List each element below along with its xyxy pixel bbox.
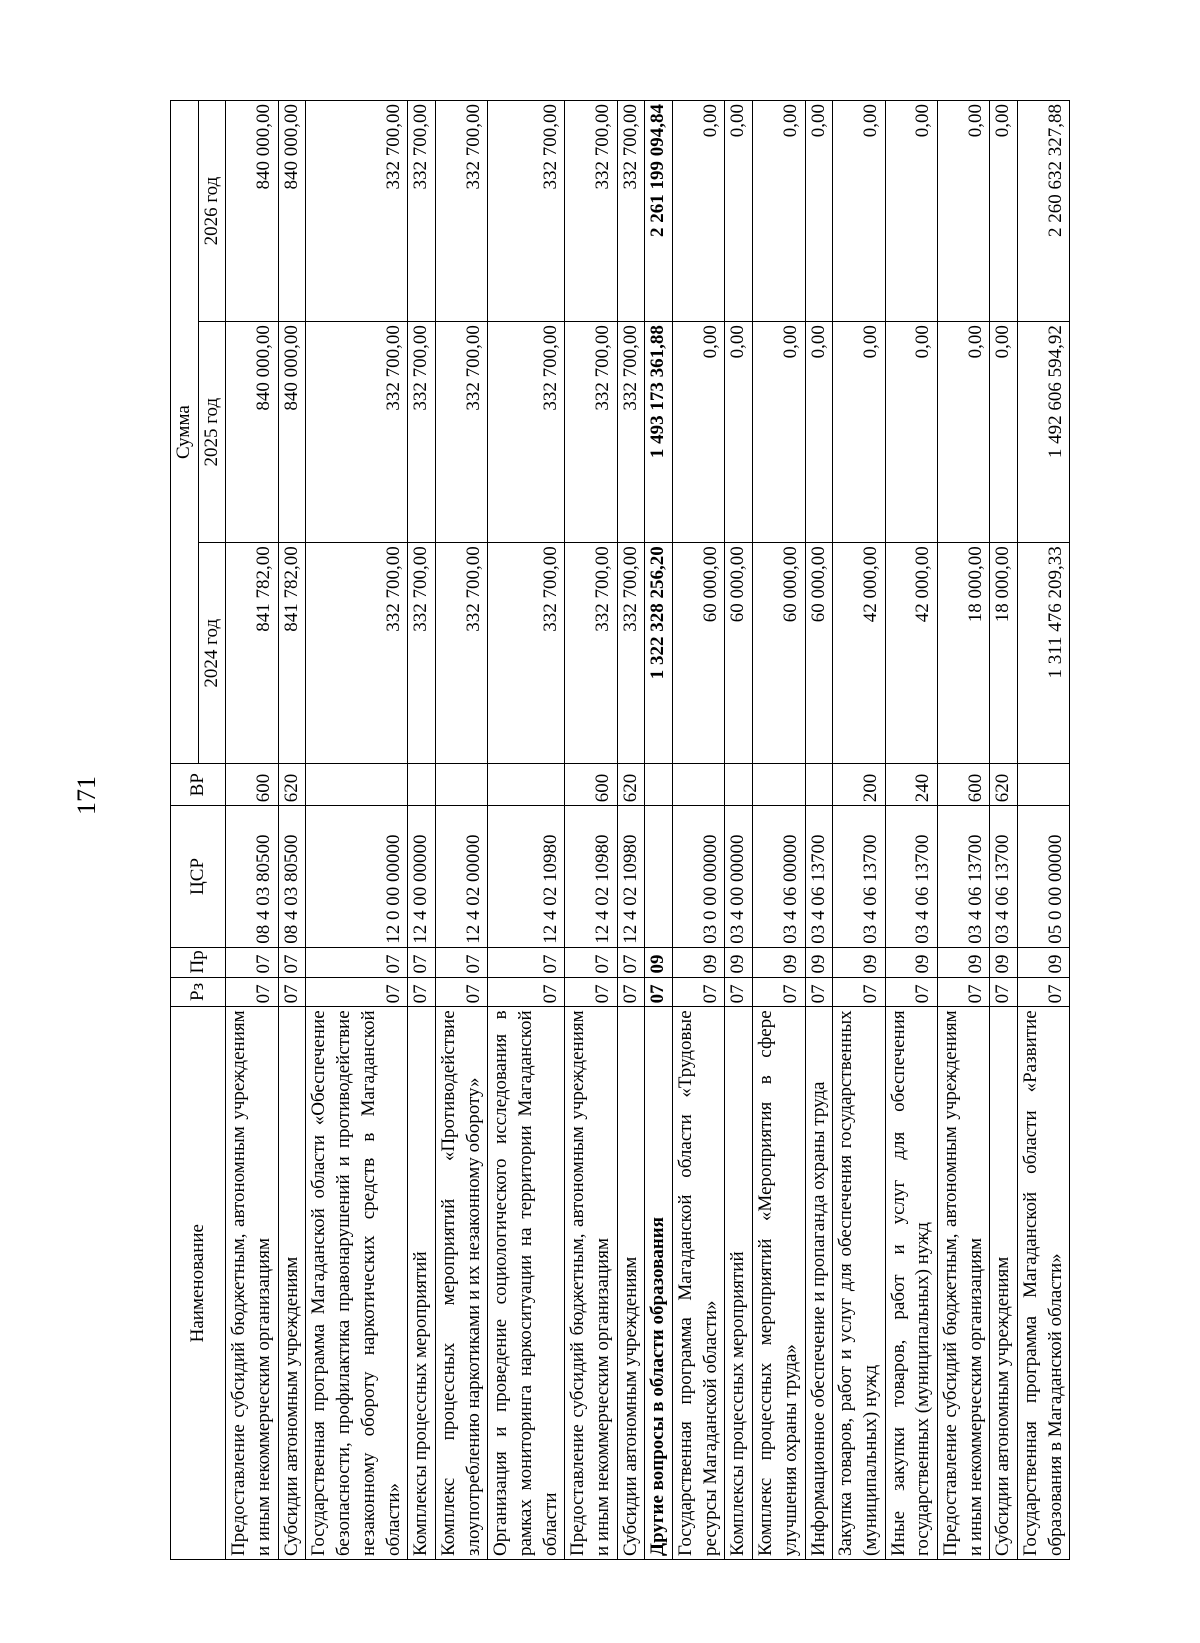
cell-2026: 840 000,00	[278, 101, 306, 322]
cell-name: Государственная программа Магаданской области «Обеспечение безопасности, профилактика правонарушений и противодействие незаконному обороту наркотических средств в Магаданской области»	[306, 1007, 408, 1560]
cell-vr	[408, 764, 436, 806]
cell-name: Комплекс процессных мероприятий «Мероприятия в сфере улучшения охраны труда»	[753, 1007, 805, 1560]
cell-2024: 1 311 476 209,33	[1018, 543, 1070, 764]
table-row	[565, 101, 617, 1560]
cell-rz: 07	[805, 977, 833, 1007]
cell-name: Государственная программа Магаданской области «Трудовые ресурсы Магаданской области»	[673, 1007, 725, 1560]
cell-vr: 620	[278, 764, 306, 806]
cell-name: Предоставление субсидий бюджетным, автономным учреждениям и иным некоммерческим организациям	[565, 1007, 617, 1560]
table-row	[753, 101, 805, 1560]
table-row	[306, 101, 408, 1560]
cell-vr	[1018, 764, 1070, 806]
cell-name: Государственная программа Магаданской области «Развитие образования в Магаданской области»	[1018, 1007, 1070, 1560]
cell-vr	[753, 764, 805, 806]
cell-2026: 332 700,00	[435, 101, 487, 322]
cell-2026: 840 000,00	[226, 101, 278, 322]
cell-csr: 12 4 02 00000	[435, 806, 487, 947]
cell-2024: 332 700,00	[306, 543, 408, 764]
rotated-table-container	[170, 100, 1150, 1560]
cell-csr: 08 4 03 80500	[278, 806, 306, 947]
cell-pr: 07	[488, 947, 565, 977]
cell-2025: 840 000,00	[278, 322, 306, 543]
cell-pr: 09	[1018, 947, 1070, 977]
table-row	[435, 101, 487, 1560]
cell-2025: 0,00	[833, 322, 885, 543]
table-row	[805, 101, 833, 1560]
cell-2024: 332 700,00	[565, 543, 617, 764]
page-number: 171	[72, 776, 101, 815]
header-name: Наименование	[171, 1007, 226, 1560]
header-2026: 2026 год	[198, 101, 226, 322]
cell-2026: 0,00	[673, 101, 725, 322]
cell-2024: 1 322 328 256,20	[645, 543, 673, 764]
table-row	[937, 101, 989, 1560]
cell-rz: 07	[226, 977, 278, 1007]
cell-pr: 09	[937, 947, 989, 977]
cell-name: Организация и проведение социологического исследования в рамках мониторинга наркоситуации на территории Магаданской области	[488, 1007, 565, 1560]
cell-pr: 09	[725, 947, 753, 977]
cell-2026: 2 261 199 094,84	[645, 101, 673, 322]
header-pr: Пр	[171, 947, 226, 977]
cell-2026: 0,00	[833, 101, 885, 322]
cell-vr: 600	[937, 764, 989, 806]
cell-2025: 332 700,00	[617, 322, 645, 543]
header-sum: Сумма	[171, 101, 199, 764]
cell-csr: 12 4 02 10980	[488, 806, 565, 947]
cell-2025: 1 492 606 594,92	[1018, 322, 1070, 543]
cell-2024: 841 782,00	[226, 543, 278, 764]
table-row	[617, 101, 645, 1560]
cell-name: Субсидии автономным учреждениям	[990, 1007, 1018, 1560]
cell-vr: 620	[990, 764, 1018, 806]
table-row	[833, 101, 885, 1560]
cell-2025: 332 700,00	[435, 322, 487, 543]
cell-rz: 07	[990, 977, 1018, 1007]
cell-csr: 03 4 06 13700	[833, 806, 885, 947]
cell-pr: 09	[885, 947, 937, 977]
cell-vr	[306, 764, 408, 806]
table-row	[1018, 101, 1070, 1560]
cell-2026: 332 700,00	[408, 101, 436, 322]
cell-csr: 03 4 06 00000	[753, 806, 805, 947]
table-row	[885, 101, 937, 1560]
cell-2026: 0,00	[937, 101, 989, 322]
cell-2025: 0,00	[885, 322, 937, 543]
cell-2024: 332 700,00	[488, 543, 565, 764]
cell-2024: 60 000,00	[753, 543, 805, 764]
cell-pr: 09	[673, 947, 725, 977]
cell-pr: 09	[833, 947, 885, 977]
cell-csr	[645, 806, 673, 947]
cell-name: Комплексы процессных мероприятий	[408, 1007, 436, 1560]
cell-vr: 620	[617, 764, 645, 806]
cell-2026: 332 700,00	[565, 101, 617, 322]
cell-vr	[725, 764, 753, 806]
cell-2026: 332 700,00	[306, 101, 408, 322]
table-row	[725, 101, 753, 1560]
cell-name: Субсидии автономным учреждениям	[617, 1007, 645, 1560]
cell-pr: 09	[645, 947, 673, 977]
budget-table	[170, 100, 1070, 1560]
cell-csr: 03 4 06 13700	[885, 806, 937, 947]
cell-2024: 332 700,00	[435, 543, 487, 764]
cell-2024: 18 000,00	[990, 543, 1018, 764]
cell-pr: 07	[226, 947, 278, 977]
cell-pr: 09	[805, 947, 833, 977]
cell-csr: 12 4 00 00000	[408, 806, 436, 947]
cell-name: Информационное обеспечение и пропаганда охраны труда	[805, 1007, 833, 1560]
cell-rz: 07	[645, 977, 673, 1007]
cell-2025: 1 493 173 361,88	[645, 322, 673, 543]
cell-rz: 07	[673, 977, 725, 1007]
table-row	[673, 101, 725, 1560]
cell-2025: 0,00	[937, 322, 989, 543]
cell-2025: 332 700,00	[565, 322, 617, 543]
cell-2025: 0,00	[753, 322, 805, 543]
cell-csr: 05 0 00 00000	[1018, 806, 1070, 947]
cell-vr	[673, 764, 725, 806]
cell-pr: 07	[435, 947, 487, 977]
header-2024: 2024 год	[198, 543, 226, 764]
cell-rz: 07	[833, 977, 885, 1007]
cell-name: Предоставление субсидий бюджетным, автономным учреждениям и иным некоммерческим организациям	[226, 1007, 278, 1560]
cell-rz: 07	[937, 977, 989, 1007]
cell-name: Другие вопросы в области образования	[645, 1007, 673, 1560]
cell-rz: 07	[408, 977, 436, 1007]
cell-csr: 03 0 00 00000	[673, 806, 725, 947]
cell-2025: 332 700,00	[488, 322, 565, 543]
cell-vr	[645, 764, 673, 806]
cell-2024: 60 000,00	[725, 543, 753, 764]
table-row	[226, 101, 278, 1560]
cell-csr: 12 4 02 10980	[565, 806, 617, 947]
cell-pr: 09	[990, 947, 1018, 977]
cell-2024: 18 000,00	[937, 543, 989, 764]
cell-rz: 07	[565, 977, 617, 1007]
cell-2026: 0,00	[885, 101, 937, 322]
cell-csr: 12 4 02 10980	[617, 806, 645, 947]
cell-rz: 07	[278, 977, 306, 1007]
cell-pr: 07	[408, 947, 436, 977]
cell-vr: 200	[833, 764, 885, 806]
cell-pr: 07	[306, 947, 408, 977]
cell-csr: 08 4 03 80500	[226, 806, 278, 947]
cell-2025: 332 700,00	[408, 322, 436, 543]
cell-rz: 07	[488, 977, 565, 1007]
cell-pr: 07	[278, 947, 306, 977]
cell-2025: 0,00	[805, 322, 833, 543]
cell-vr	[805, 764, 833, 806]
cell-name: Иные закупки товаров, работ и услуг для обеспечения государственных (муниципальных) нужд	[885, 1007, 937, 1560]
cell-2025: 0,00	[673, 322, 725, 543]
cell-pr: 07	[617, 947, 645, 977]
cell-vr: 600	[565, 764, 617, 806]
cell-2026: 2 260 632 327,88	[1018, 101, 1070, 322]
header-vr: ВР	[171, 764, 226, 806]
cell-csr: 03 4 00 00000	[725, 806, 753, 947]
cell-2026: 0,00	[725, 101, 753, 322]
cell-rz: 07	[435, 977, 487, 1007]
table-row	[645, 101, 673, 1560]
cell-2025: 0,00	[990, 322, 1018, 543]
cell-rz: 07	[885, 977, 937, 1007]
header-csr: ЦСР	[171, 806, 226, 947]
cell-name: Предоставление субсидий бюджетным, автономным учреждениям и иным некоммерческим организациям	[937, 1007, 989, 1560]
cell-vr: 240	[885, 764, 937, 806]
header-rz: Рз	[171, 977, 226, 1007]
cell-pr: 07	[565, 947, 617, 977]
cell-name: Закупка товаров, работ и услуг для обеспечения государственных (муниципальных) нужд	[833, 1007, 885, 1560]
cell-name: Комплекс процессных мероприятий «Противодействие злоупотреблению наркотиками и их незаконному обороту»	[435, 1007, 487, 1560]
table-body	[226, 101, 1070, 1560]
cell-2026: 332 700,00	[488, 101, 565, 322]
cell-2026: 0,00	[990, 101, 1018, 322]
cell-2024: 60 000,00	[673, 543, 725, 764]
cell-2024: 332 700,00	[408, 543, 436, 764]
cell-2026: 0,00	[753, 101, 805, 322]
cell-csr: 03 4 06 13700	[805, 806, 833, 947]
cell-vr	[435, 764, 487, 806]
cell-name: Субсидии автономным учреждениям	[278, 1007, 306, 1560]
cell-2025: 0,00	[725, 322, 753, 543]
cell-2026: 0,00	[805, 101, 833, 322]
cell-2025: 840 000,00	[226, 322, 278, 543]
cell-2024: 42 000,00	[833, 543, 885, 764]
header-2025: 2025 год	[198, 322, 226, 543]
cell-csr: 12 0 00 00000	[306, 806, 408, 947]
cell-2024: 42 000,00	[885, 543, 937, 764]
cell-rz: 07	[725, 977, 753, 1007]
table-row	[990, 101, 1018, 1560]
cell-csr: 03 4 06 13700	[990, 806, 1018, 947]
cell-rz: 07	[617, 977, 645, 1007]
table-row	[278, 101, 306, 1560]
cell-2024: 60 000,00	[805, 543, 833, 764]
table-row	[488, 101, 565, 1560]
cell-rz: 07	[1018, 977, 1070, 1007]
cell-pr: 09	[753, 947, 805, 977]
cell-2026: 332 700,00	[617, 101, 645, 322]
cell-rz: 07	[306, 977, 408, 1007]
table-row	[408, 101, 436, 1560]
cell-2024: 841 782,00	[278, 543, 306, 764]
cell-2024: 332 700,00	[617, 543, 645, 764]
cell-csr: 03 4 06 13700	[937, 806, 989, 947]
cell-vr	[488, 764, 565, 806]
cell-vr: 600	[226, 764, 278, 806]
cell-name: Комплексы процессных мероприятий	[725, 1007, 753, 1560]
cell-rz: 07	[753, 977, 805, 1007]
cell-2025: 332 700,00	[306, 322, 408, 543]
